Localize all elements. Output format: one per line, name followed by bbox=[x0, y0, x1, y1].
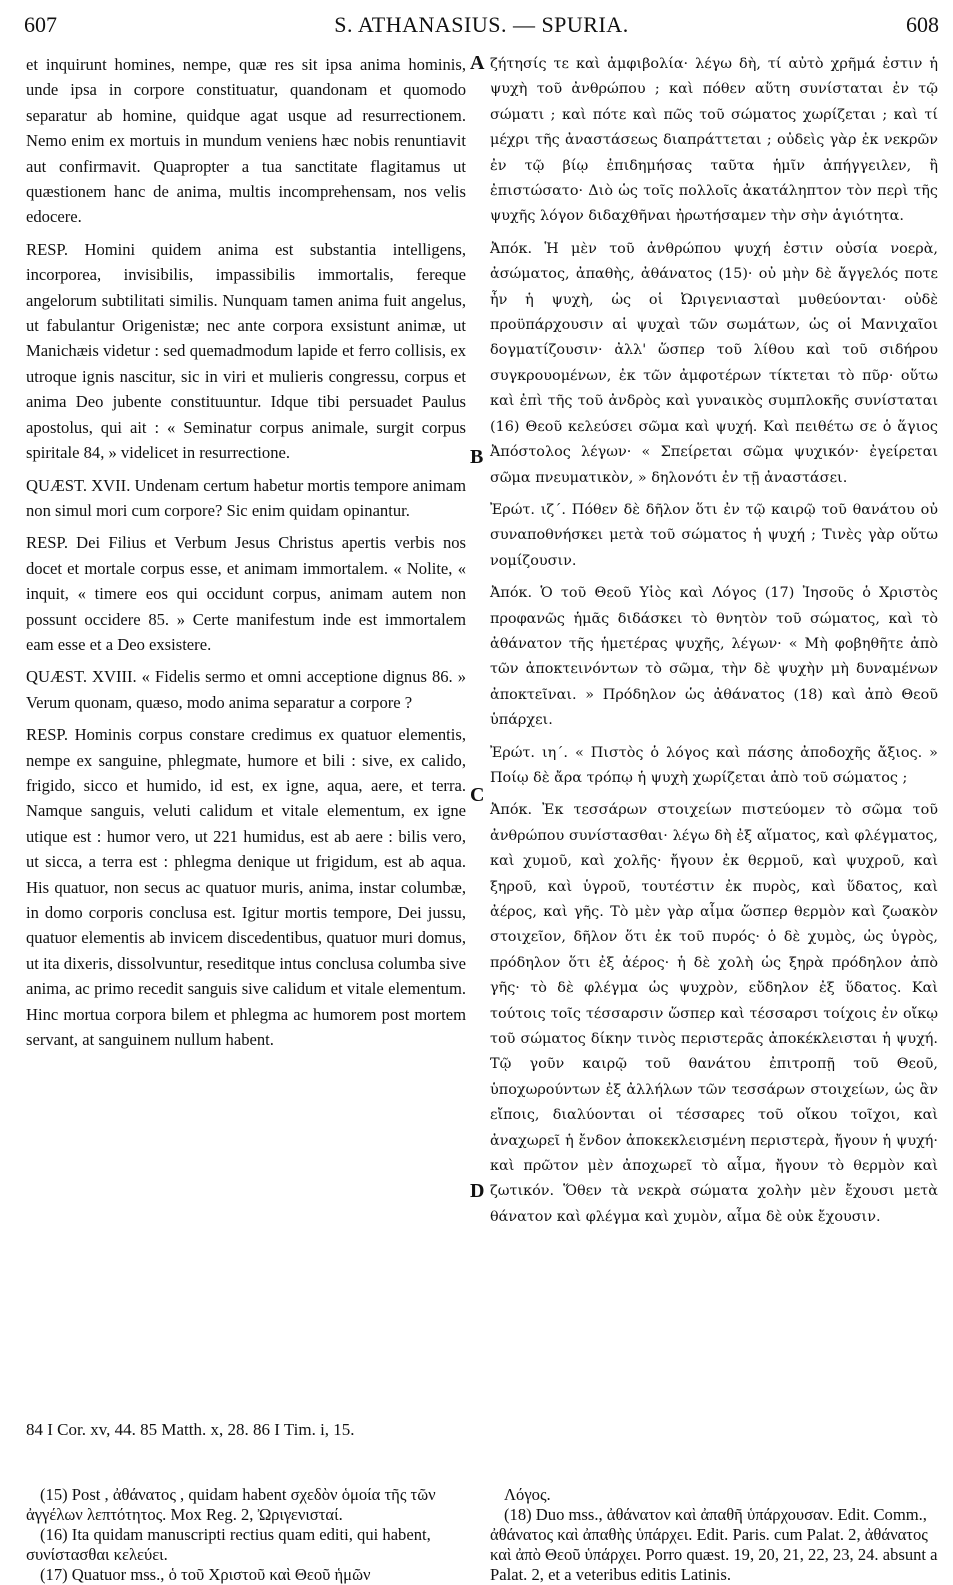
section-marker-b: B bbox=[470, 446, 484, 468]
page-number-right: 608 bbox=[906, 12, 939, 37]
note-16: (16) Ita quidam manuscripti rectius quam editi, qui habent, συνίστασθαι κελεύει. bbox=[26, 1525, 431, 1564]
greek-paragraph: Ἀπόκ. Ὁ τοῦ Θεοῦ Υἱὸς καὶ Λόγος (17) Ἰησοῦς ὁ Χριστὸς προφανῶς ἡμᾶς διδάσκει τὸ θνητὸν τοῦ σώματος, καὶ τὸ ἀθάνατον τῆς ἡμετέρας ψυχῆς, λέγων· « Μὴ φοβηθῆτε ἀπὸ τῶν ἀποκτεινόντων τὸ σῶμα, τὴν δὲ ψυχὴν μὴ δυναμένων ἀποκτεῖναι. » Πρόδηλον ὡς ἀθάνατος (18) καὶ ἀπὸ Θεοῦ ὑπάρχει. bbox=[490, 585, 938, 729]
notes-right-column bbox=[490, 1485, 938, 1585]
note-17: (17) Quatuor mss., ὁ τοῦ Χριστοῦ καὶ Θεοῦ ἡμῶν bbox=[40, 1565, 371, 1584]
latin-paragraph: RESP. Hominis corpus constare credimus ex quatuor elementis, nempe ex sanguine, phlegmate, humore et bili : sive, ex calido, frigido, sicco et humido, id est, ex igne, aqua, aere, et terra. Namque sanguis, veluti calidum et vitale elementum, ex igne utique est : humor vero, ut 221 humidus, est ab aere : bilis vero, ut sicca, a terra est : phlegma denique ut frigidum, est ab aqua. His quatuor, non secus ac quatuor muris, anima, instar columbæ, in domo corporis conclusa est. Igitur mortis tempore, Dei jussu, quatuor elementis ab invicem discedentibus, quatuor muri domus, ut ita dixeris, dissolvuntur, reseditque intus conclusa columba sive anima, ac primo recedit sanguis sive calidum et vitale elementum. Hinc mortua corpora bilem et phlegma ac humorem post mortem servant, at sanguinem nullum habent. bbox=[26, 725, 466, 1050]
latin-paragraph: RESP. Dei Filius et Verbum Jesus Christus apertis verbis nos docet et mortale corpus esse, et animam immortalem. « Nolite, « inquit, « timere eos qui occidunt corpus, animam autem non possunt occidere 85. » Certe manifestum inde est immortalem eam esse et a Deo exsistere. bbox=[26, 533, 466, 654]
scripture-footnotes: 84 I Cor. xv, 44. 85 Matth. x, 28. 86 I Tim. i, 15. bbox=[26, 1420, 355, 1439]
greek-paragraph: Ἀπόκ. Ἐκ τεσσάρων στοιχείων πιστεύομεν τὸ σῶμα τοῦ ἀνθρώπου συνίστασθαι· λέγω δὴ ἐξ αἵματος, καὶ φλέγματος, καὶ χυμοῦ, καὶ χολῆς· ἤγουν ἐκ θερμοῦ, καὶ ψυχροῦ, καὶ ξηροῦ, καὶ ὑγροῦ, τουτέστιν ἐκ πυρὸς, καὶ ὕδατος, καὶ ἀέρος, καὶ γῆς. Τὸ μὲν γὰρ αἷμα ὥσπερ θερμὸν καὶ ζωακὸν στοιχεῖον, δῆλον ὅτι ἐκ τοῦ πυρός· ὁ δὲ χυμὸς, ὡς ὑγρὸς, πρόδηλον ὅτι ἐξ ἀέρος· ἡ δὲ χολὴ ὡς ξηρὰ πρόδηλον ἀπὸ γῆς· τὸ δὲ φλέγμα ὡς ψυχρὸν, εὔδηλον ἐξ ὕδατος. Καὶ τούτοις τοῖς τέσσαρσιν ὥσπερ καὶ τέσσαρσι τοίχοις ἐν οἴκῳ τοῦ σώματος δίκην τινὸς περιστερᾶς ἀποκέκλεισται ἡ ψυχή. Τῷ γοῦν καιρῷ τοῦ θανάτου ἐπιτροπῇ τοῦ Θεοῦ, ὑποχωρούντων ἐξ ἀλλήλων τῶν τεσσάρων στοιχείων, ὡς ἂν εἴποις, διαλύονται οἱ τέσσαρες τοῦ οἴκου τοῖχοι, καὶ ἀναχωρεῖ ἡ ἔνδον ἀποκεκλεισμένη περιστερὰ, ἤγουν ἡ ψυχή· καὶ πρῶτον μὲν ἀποχωρεῖ τὸ αἷμα, ἤγουν τὸ θερμὸν καὶ ζωτικόν. Ὅθεν τὰ νεκρὰ σώματα χολὴν μὲν ἔχουσι μετὰ θάνατον καὶ φλέγμα καὶ χυμὸν, αἷμα δὲ οὐκ ἔχουσιν. bbox=[490, 802, 938, 1225]
latin-paragraph: QUÆST. XVII. Undenam certum habetur mortis tempore animam non simul mori cum corpore? Sic enim quidam opinantur. bbox=[26, 475, 466, 520]
section-marker-d: D bbox=[470, 1180, 485, 1202]
notes-left-column bbox=[26, 1485, 466, 1585]
latin-paragraph: QUÆST. XVIII. « Fidelis sermo et omni acceptione dignus 86. » Verum quonam, quæso, modo anima separatur a corpore ? bbox=[26, 667, 466, 712]
greek-paragraph: ζήτησίς τε καὶ ἀμφιβολία· λέγω δὴ, τί αὐτὸ χρῆμά ἐστιν ἡ ψυχὴ τοῦ ἀνθρώπου ; καὶ πόθεν αὕτη συνίσταται ἐν τῷ σώματι ; καὶ πότε καὶ πῶς τοῦ σώματος χωρίζεται ; καὶ τί μέχρι τῆς ἀναστάσεως διαπράττεται ; οὐδεὶς γὰρ ἐκ νεκρῶν ἐν τῷ βίῳ ἐπιδημήσας ταῦτα ἡμῖν ἀπήγγειλεν, ἢ ἐπιστώσατο· Διὸ ὡς τοῖς πολλοῖς ἀκατάληπτον τὸν περὶ τῆς ψυχῆς λόγον διδαχθῆναι ἠρωτήσαμεν τὴν σὴν ἁγιότητα. bbox=[490, 56, 938, 225]
latin-paragraph: RESP. Homini quidem anima est substantia intelligens, incorporea, invisibilis, impassibilis immortalis, fereque angelorum subtilitati similis. Nunquam tamen anima fuit angelus, ut fabulantur Origenistæ; nec ante corpora exsistunt animæ, ut Manichæis videtur : sed quemadmodum lapide et ferro collisis, ex utroque ignis nascitur, sic in viri et mulieris congressu, corpus et anima Deo jubente constituuntur. Idque tibi persuadet Paulus apostolus, qui ait : « Seminatur corpus animale, surgit corpus spiritale 84, » videlicet in resurrectione. bbox=[26, 239, 466, 463]
running-title: S. ATHANASIUS. — SPURIA. bbox=[334, 12, 629, 37]
page-number-left: 607 bbox=[24, 12, 57, 37]
note-17-continued: Λόγος. bbox=[504, 1485, 551, 1504]
note-15: (15) Post , ἀθάνατος , quidam habent σχεδὸν ὁμοία τῆς τῶν ἀγγέλων λεπτότητος. Mox Reg. 2, Ὠριγενισταί. bbox=[26, 1485, 436, 1524]
note-18: (18) Duo mss., ἀθάνατον καὶ ἀπαθῆ ὑπάρχουσαν. Edit. Comm., ἀθάνατος καὶ ἀπαθὴς ὑπάρχει. Edit. Paris. cum Palat. 2, ἀθάνατος καὶ ἀπὸ Θεοῦ ὑπάρχει. Porro quæst. 19, 20, 21, 22, 23, 24. absunt a Palat. 2, et a veteribus editis Latinis. bbox=[490, 1505, 938, 1584]
greek-paragraph: Ἐρώτ. ιζ΄. Πόθεν δὲ δῆλον ὅτι ἐν τῷ καιρῷ τοῦ θανάτου οὐ συναποθνήσκει μετὰ τοῦ σώματος ἡ ψυχή ; Τινὲς γὰρ οὕτω νομίζουσιν. bbox=[490, 501, 938, 569]
latin-paragraph: et inquirunt homines, nempe, quæ res sit ipsa anima hominis, unde ipsa in corpore constituatur, quandonam et quomodo separatur ab homine, quidque agat usque ad resurrectionem. Nemo enim ex mortuis in mundum veniens hæc nobis renuntiavit aut confirmavit. Quapropter a tua sanctitate flagitamus ut quæstionem hanc de anima, multis incomprehensam, nos velis edocere. bbox=[26, 55, 466, 227]
greek-column bbox=[490, 52, 938, 1237]
greek-paragraph: Ἐρώτ. ιη΄. « Πιστὸς ὁ λόγος καὶ πάσης ἀποδοχῆς ἄξιος. » Ποίῳ δὲ ἄρα τρόπῳ ἡ ψυχὴ χωρίζεται ἀπὸ τοῦ σώματος ; bbox=[490, 744, 938, 786]
latin-column bbox=[26, 52, 466, 1059]
greek-paragraph: Ἀπόκ. Ἡ μὲν τοῦ ἀνθρώπου ψυχή ἐστιν οὐσία νοερὰ, ἀσώματος, ἀπαθὴς, ἀθάνατος (15)· οὐ μὴν δὲ ἄγγελός ποτε ἦν ἡ ψυχὴ, ὡς οἱ Ὠριγενιασταὶ μυθεύονται· οὐδὲ προϋπάρχουσιν αἱ ψυχαὶ τῶν σωμάτων, ὡς οἱ Μανιχαῖοι δογματίζουσιν· ἀλλ' ὥσπερ τοῦ λίθου καὶ τοῦ σιδήρου συγκρουομένων, ἐκ τῶν ἀμφοτέρων τίκτεται τὸ πῦρ· οὕτω καὶ ἐπὶ τῆς τοῦ ἀνδρὸς καὶ γυναικὸς συμπλοκῆς συνίσταται (16) Θεοῦ κελεύσει σῶμα καὶ ψυχή. Καὶ πειθέτω σε ὁ ἅγιος Ἀπόστολος λέγων· « Σπείρεται σῶμα ψυχικόν· ἐγείρεται σῶμα πνευματικὸν, » δηλονότι ἐν τῇ ἀναστάσει. bbox=[490, 240, 938, 486]
section-marker-c: C bbox=[470, 784, 485, 806]
running-header bbox=[24, 12, 939, 40]
section-marker-a: A bbox=[470, 52, 485, 74]
